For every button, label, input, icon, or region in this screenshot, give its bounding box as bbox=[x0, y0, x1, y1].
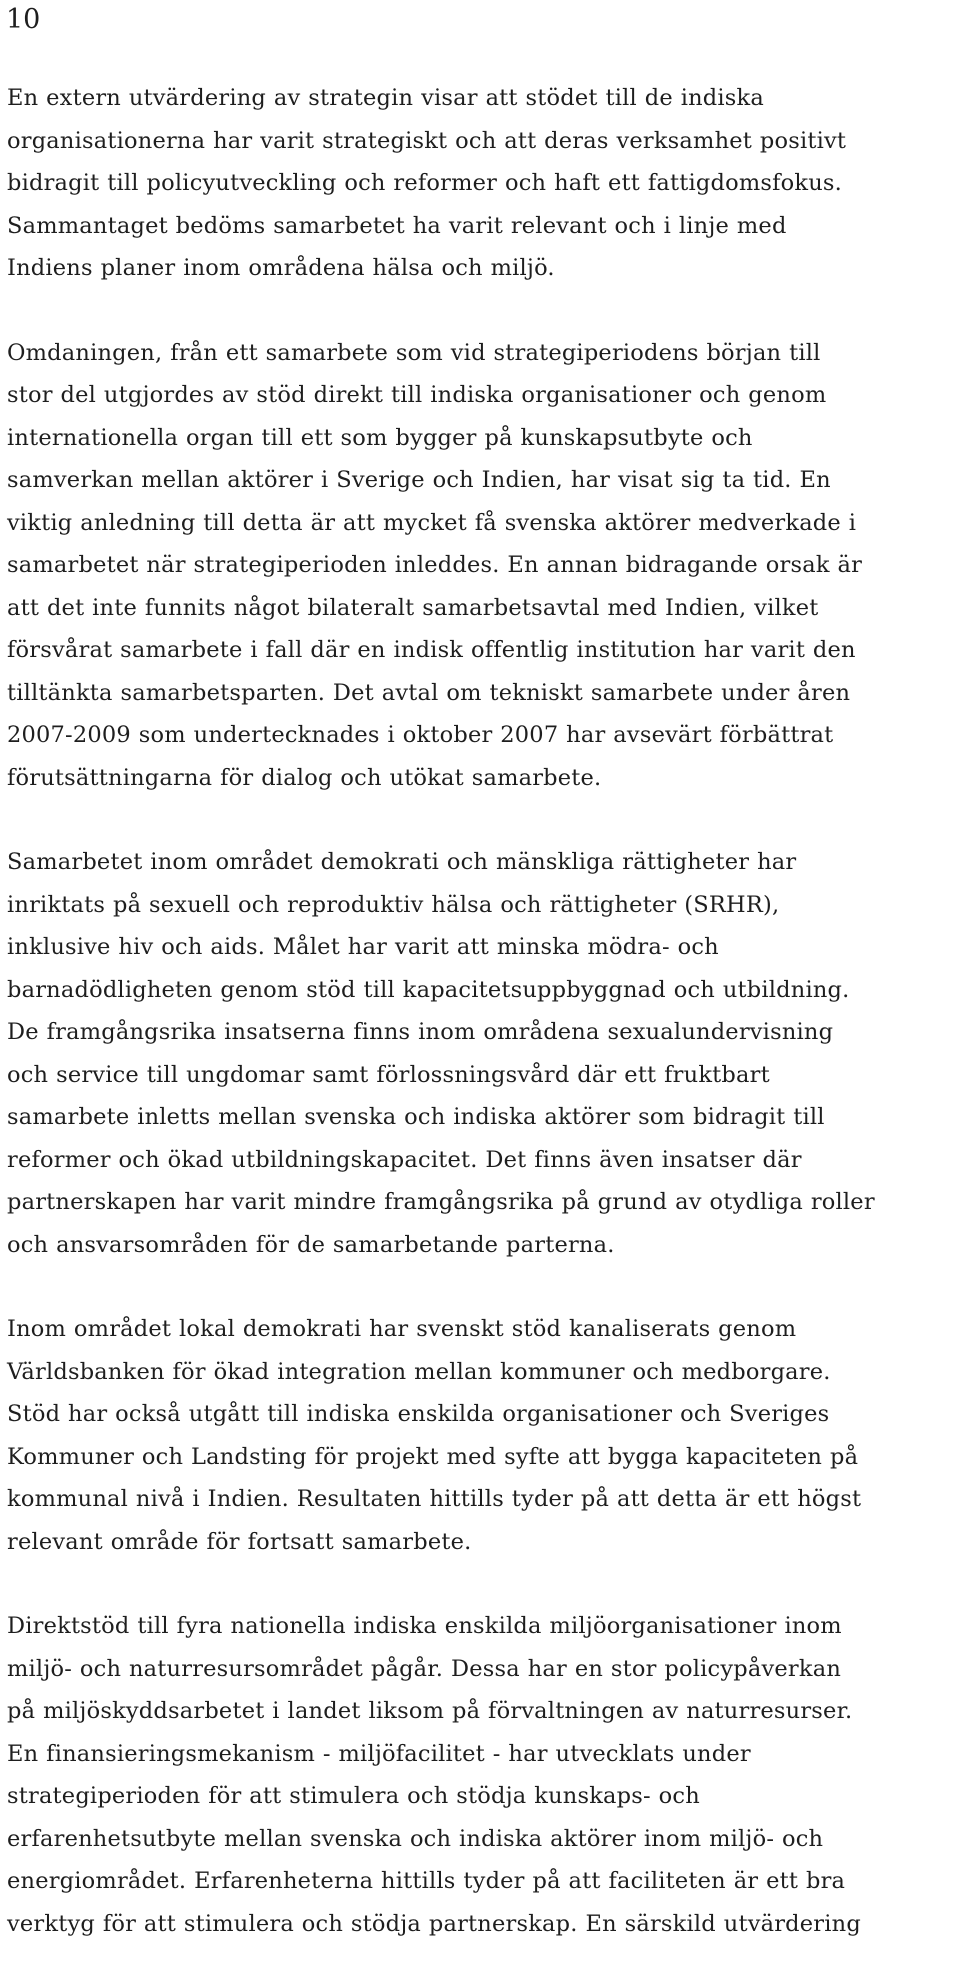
text-line: inklusive hiv och aids. Målet har varit att minska mödra- och bbox=[7, 934, 719, 960]
text-line: förutsättningarna för dialog och utökat samarbete. bbox=[7, 764, 602, 791]
text-line: organisationerna har varit strategiskt och att deras verksamhet positivt bbox=[7, 127, 847, 154]
text-line: Sammantaget bedöms samarbetet ha varit relevant och i linje med bbox=[7, 212, 787, 239]
text-line: och ansvarsområden för de samarbetande parterna. bbox=[7, 1231, 615, 1258]
text-line: att det inte funnits något bilateralt samarbetsavtal med Indien, vilket bbox=[7, 594, 819, 621]
paragraph bbox=[7, 77, 957, 290]
text-line: En extern utvärdering av strategin visar att stödet till de indiska bbox=[7, 85, 764, 111]
text-line: Kommuner och Landsting för projekt med syfte att bygga kapaciteten på bbox=[7, 1443, 859, 1470]
paragraph bbox=[7, 1605, 957, 1945]
text-line: Inom området lokal demokrati har svenskt stöd kanaliserats genom bbox=[7, 1316, 797, 1342]
text-line: strategiperioden för att stimulera och stödja kunskaps- och bbox=[7, 1783, 700, 1809]
text-line: Samarbetet inom området demokrati och mänskliga rättigheter har bbox=[7, 849, 797, 875]
text-line: tilltänkta samarbetsparten. Det avtal om tekniskt samarbete under åren bbox=[7, 679, 851, 706]
body-text bbox=[7, 77, 957, 1987]
paragraph bbox=[7, 1308, 957, 1563]
text-line: samarbetet när strategiperioden inleddes. En annan bidragande orsak är bbox=[7, 552, 863, 578]
text-line: samarbete inletts mellan svenska och indiska aktörer som bidragit till bbox=[7, 1104, 825, 1130]
text-line: viktig anledning till detta är att mycket få svenska aktörer medverkade i bbox=[7, 509, 857, 536]
text-line: försvårat samarbete i fall där en indisk offentlig institution har varit den bbox=[7, 637, 856, 663]
text-line: reformer och ökad utbildningskapacitet. Det finns även insatser där bbox=[7, 1146, 802, 1173]
text-line: erfarenhetsutbyte mellan svenska och indiska aktörer inom miljö- och bbox=[7, 1825, 824, 1852]
text-line: miljö- och naturresursområdet pågår. Dessa har en stor policypåverkan bbox=[7, 1655, 842, 1682]
text-line: En finansieringsmekanism - miljöfacilitet - har utvecklats under bbox=[7, 1740, 751, 1767]
text-line: internationella organ till ett som bygger på kunskapsutbyte och bbox=[7, 424, 753, 451]
text-line: samverkan mellan aktörer i Sverige och Indien, har visat sig ta tid. En bbox=[7, 467, 831, 493]
text-line: och service till ungdomar samt förlossningsvård där ett fruktbart bbox=[7, 1061, 770, 1088]
paragraph bbox=[7, 841, 957, 1266]
text-line: energiområdet. Erfarenheterna hittills tyder på att faciliteten är ett bra bbox=[7, 1868, 846, 1894]
text-line: Indiens planer inom områdena hälsa och miljö. bbox=[7, 255, 555, 281]
text-line: Omdaningen, från ett samarbete som vid strategiperiodens början till bbox=[7, 339, 821, 366]
text-line: inriktats på sexuell och reproduktiv hälsa och rättigheter (SRHR), bbox=[7, 891, 780, 918]
text-line: barnadödligheten genom stöd till kapacitetsuppbyggnad och utbildning. bbox=[7, 976, 850, 1003]
text-line: verktyg för att stimulera och stödja partnerskap. En särskild utvärdering bbox=[7, 1910, 861, 1937]
page-number: 10 bbox=[6, 4, 41, 35]
text-line: Världsbanken för ökad integration mellan kommuner och medborgare. bbox=[7, 1358, 831, 1385]
paragraph bbox=[7, 332, 957, 800]
text-line: kommunal nivå i Indien. Resultaten hittills tyder på att detta är ett högst bbox=[7, 1486, 862, 1512]
text-line: Stöd har också utgått till indiska enskilda organisationer och Sveriges bbox=[7, 1401, 830, 1427]
text-line: Direktstöd till fyra nationella indiska enskilda miljöorganisationer inom bbox=[7, 1613, 842, 1639]
text-line: 2007-2009 som undertecknades i oktober 2007 har avsevärt förbättrat bbox=[7, 722, 834, 748]
text-line: på miljöskyddsarbetet i landet liksom på förvaltningen av naturresurser. bbox=[7, 1698, 853, 1724]
text-line: stor del utgjordes av stöd direkt till indiska organisationer och genom bbox=[7, 382, 827, 408]
text-line: De framgångsrika insatserna finns inom områdena sexualundervisning bbox=[7, 1019, 834, 1045]
text-line: relevant område för fortsatt samarbete. bbox=[7, 1528, 472, 1555]
text-line: bidragit till policyutveckling och reformer och haft ett fattigdomsfokus. bbox=[7, 170, 843, 196]
text-line: partnerskapen har varit mindre framgångsrika på grund av otydliga roller bbox=[7, 1189, 875, 1215]
